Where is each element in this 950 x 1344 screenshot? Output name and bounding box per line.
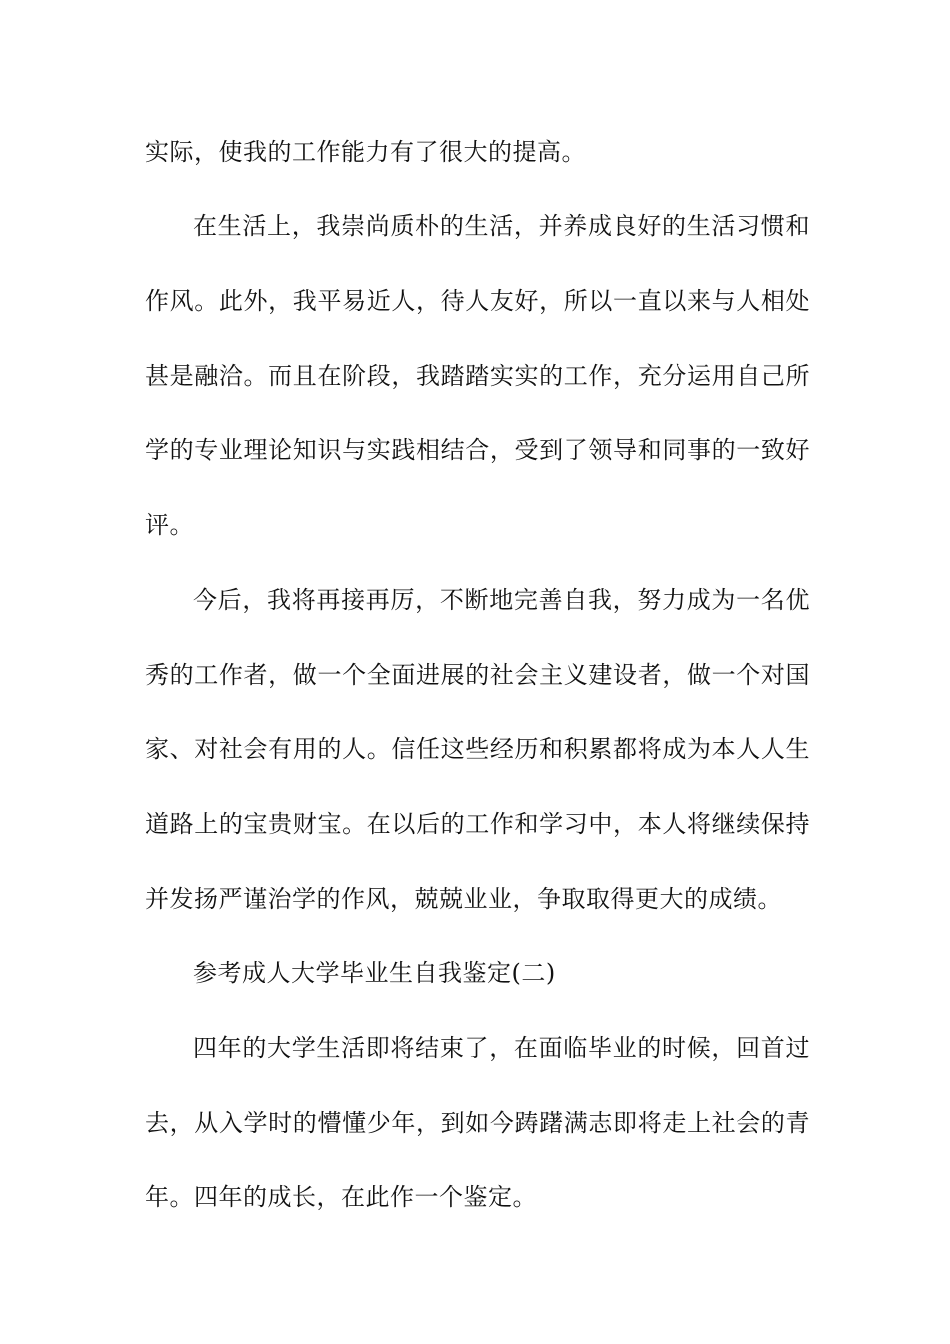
paragraph-line-1: 实际，使我的工作能力有了很大的提高。 [145, 138, 586, 166]
paragraph-line-7: 今后，我将再接再厉，不断地完善自我，努力成为一名优 [193, 586, 810, 614]
paragraph-line-8: 秀的工作者，做一个全面进展的社会主义建设者，做一个对国 [145, 661, 810, 689]
paragraph-line-6: 评。 [145, 511, 194, 539]
paragraph-line-9: 家、对社会有用的人。信任这些经历和积累都将成为本人人生 [145, 735, 810, 763]
paragraph-line-10: 道路上的宝贵财宝。在以后的工作和学习中，本人将继续保持 [145, 810, 810, 838]
paragraph-line-4: 甚是融洽。而且在阶段，我踏踏实实的工作，充分运用自己所 [145, 362, 810, 390]
section-heading: 参考成人大学毕业生自我鉴定(二) [193, 959, 556, 987]
paragraph-line-5: 学的专业理论知识与实践相结合，受到了领导和同事的一致好 [145, 436, 810, 464]
paragraph-line-11: 并发扬严谨治学的作风，兢兢业业，争取取得更大的成绩。 [145, 885, 782, 913]
paragraph-line-12: 四年的大学生活即将结束了，在面临毕业的时候，回首过 [193, 1034, 810, 1062]
paragraph-line-3: 作风。此外，我平易近人，待人友好，所以一直以来与人相处 [145, 287, 810, 315]
paragraph-line-14: 年。四年的成长，在此作一个鉴定。 [145, 1183, 537, 1211]
paragraph-line-2: 在生活上，我崇尚质朴的生活，并养成良好的生活习惯和 [193, 212, 810, 240]
paragraph-line-13: 去，从入学时的懵懂少年，到如今踌躇满志即将走上社会的青 [145, 1109, 810, 1137]
